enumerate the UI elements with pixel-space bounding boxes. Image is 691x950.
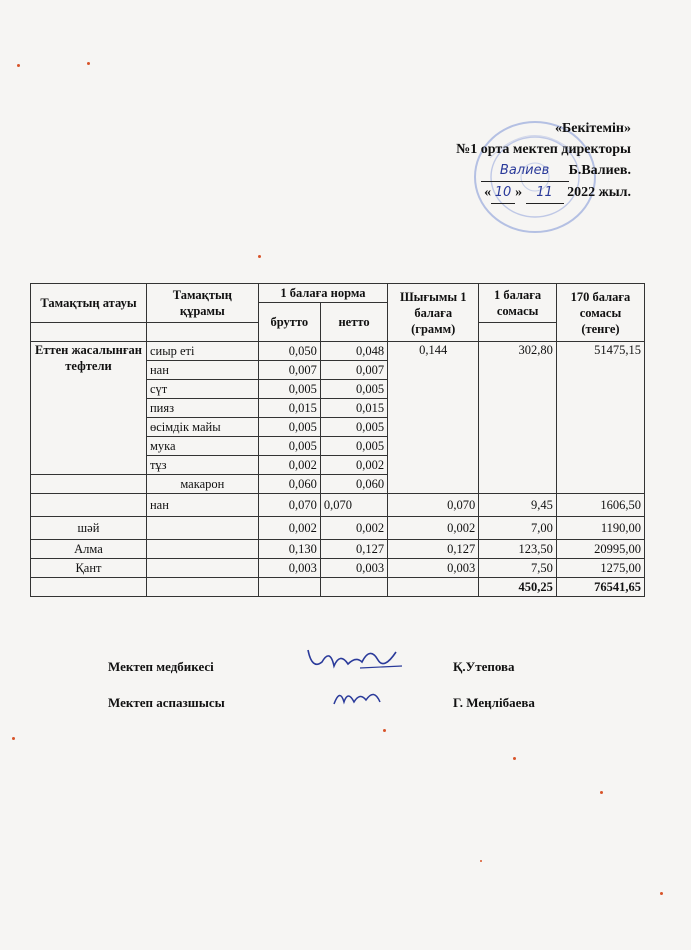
nurse-handwritten-signature (300, 640, 410, 680)
ingredient-cell: макарон (146, 475, 258, 494)
netto-cell: 0,070 (320, 494, 387, 517)
empty-cell (258, 578, 320, 597)
approval-position: №1 орта мектеп директоры (456, 142, 631, 157)
table-row (31, 517, 645, 540)
ingredient-cell: пияз (146, 399, 258, 418)
price-one-cell: 123,50 (479, 540, 557, 559)
approval-signature-line (371, 160, 631, 182)
ingredient-cell: өсімдік майы (146, 418, 258, 437)
price-one-cell: 7,00 (479, 517, 557, 540)
brutto-cell: 0,015 (258, 399, 320, 418)
ingredient-cell: нан (146, 361, 258, 380)
date-year: 2022 жыл. (567, 185, 631, 200)
paper-speck (600, 791, 603, 794)
netto-cell: 0,002 (320, 517, 387, 540)
food-name-cell: шәй (31, 517, 147, 540)
header-composition: Тамақтың құрамы (146, 284, 258, 323)
netto-cell: 0,005 (320, 418, 387, 437)
empty-cell (31, 578, 147, 597)
netto-cell: 0,060 (320, 475, 387, 494)
empty-name-cell (31, 494, 147, 517)
ingredient-cell: мука (146, 437, 258, 456)
netto-cell: 0,005 (320, 380, 387, 399)
approval-block (371, 118, 631, 204)
group-consumption: 0,144 (388, 342, 479, 494)
total-price-one: 450,25 (479, 578, 557, 597)
table-row (31, 342, 645, 361)
netto-cell: 0,007 (320, 361, 387, 380)
paper-speck (480, 860, 482, 862)
brutto-cell: 0,005 (258, 380, 320, 399)
date-month: 11 (536, 185, 553, 200)
price-170-cell: 1275,00 (556, 559, 644, 578)
empty-cell (388, 578, 479, 597)
director-signature-field (481, 160, 569, 182)
empty-ingredient-cell (146, 517, 258, 540)
brutto-cell: 0,130 (258, 540, 320, 559)
header-netto: нетто (320, 303, 387, 342)
header-consumption: Шығымы 1 балаға (грамм) (388, 284, 479, 342)
cook-role: Мектеп аспазшысы (108, 695, 225, 710)
consumption-cell: 0,127 (388, 540, 479, 559)
ingredient-cell: сүт (146, 380, 258, 399)
header-food-name: Тамақтың атауы (31, 284, 147, 323)
brutto-cell: 0,003 (258, 559, 320, 578)
netto-cell: 0,002 (320, 456, 387, 475)
paper-speck (383, 729, 386, 732)
netto-cell: 0,005 (320, 437, 387, 456)
empty-cell (320, 578, 387, 597)
food-name-cell: Алма (31, 540, 147, 559)
table-row (31, 494, 645, 517)
brutto-cell: 0,060 (258, 475, 320, 494)
paper-speck (513, 757, 516, 760)
brutto-cell: 0,005 (258, 418, 320, 437)
ingredient-cell: тұз (146, 456, 258, 475)
brutto-cell: 0,050 (258, 342, 320, 361)
cook-handwritten-signature (330, 684, 390, 710)
paper-speck (87, 62, 90, 65)
total-row (31, 578, 645, 597)
paper-speck (17, 64, 20, 67)
menu-table (30, 283, 645, 597)
date-open-quote: « (484, 185, 492, 200)
header-filler-3 (479, 323, 557, 342)
nurse-name: Қ.Утепова (453, 659, 515, 674)
price-170-cell: 1606,50 (556, 494, 644, 517)
netto-cell: 0,003 (320, 559, 387, 578)
header-brutto: брутто (258, 303, 320, 342)
header-filler-2 (146, 323, 258, 342)
netto-cell: 0,048 (320, 342, 387, 361)
price-170-cell: 1190,00 (556, 517, 644, 540)
nurse-role: Мектеп медбикесі (108, 659, 214, 674)
header-norm: 1 балаға норма (258, 284, 387, 303)
price-one-cell: 7,50 (479, 559, 557, 578)
netto-cell: 0,015 (320, 399, 387, 418)
brutto-cell: 0,070 (258, 494, 320, 517)
date-day: 10 (494, 185, 512, 200)
table-row (31, 559, 645, 578)
consumption-cell: 0,070 (388, 494, 479, 517)
price-one-cell: 9,45 (479, 494, 557, 517)
cook-name: Г. Меңлібаева (453, 695, 535, 710)
paper-speck (258, 255, 261, 258)
netto-cell: 0,127 (320, 540, 387, 559)
header-price-170: 170 балаға сомасы (тенге) (556, 284, 644, 342)
empty-name-cell (31, 475, 147, 494)
empty-ingredient-cell (146, 540, 258, 559)
director-name: Б.Валиев. (568, 163, 631, 178)
brutto-cell: 0,005 (258, 437, 320, 456)
price-170-cell: 20995,00 (556, 540, 644, 559)
date-day-field (491, 182, 515, 204)
director-signature: Валиев (499, 163, 550, 178)
brutto-cell: 0,007 (258, 361, 320, 380)
paper-speck (660, 892, 663, 895)
empty-cell (146, 578, 258, 597)
header-filler-1 (31, 323, 147, 342)
food-name-cell: Қант (31, 559, 147, 578)
group-price-one: 302,80 (479, 342, 557, 494)
date-close-quote: » (515, 185, 523, 200)
brutto-cell: 0,002 (258, 517, 320, 540)
total-price-170: 76541,65 (556, 578, 644, 597)
paper-speck (12, 737, 15, 740)
group-food-name: Еттен жасалынған тефтели (31, 342, 147, 475)
header-price-one: 1 балаға сомасы (479, 284, 557, 323)
consumption-cell: 0,003 (388, 559, 479, 578)
ingredient-cell: нан (146, 494, 258, 517)
ingredient-cell: сиыр еті (146, 342, 258, 361)
header-row-1 (31, 284, 645, 303)
date-month-field (526, 182, 564, 204)
table-row (31, 540, 645, 559)
consumption-cell: 0,002 (388, 517, 479, 540)
brutto-cell: 0,002 (258, 456, 320, 475)
approval-title: «Бекітемін» (554, 121, 631, 136)
group-price-170: 51475,15 (556, 342, 644, 494)
empty-ingredient-cell (146, 559, 258, 578)
approval-date (371, 182, 631, 204)
